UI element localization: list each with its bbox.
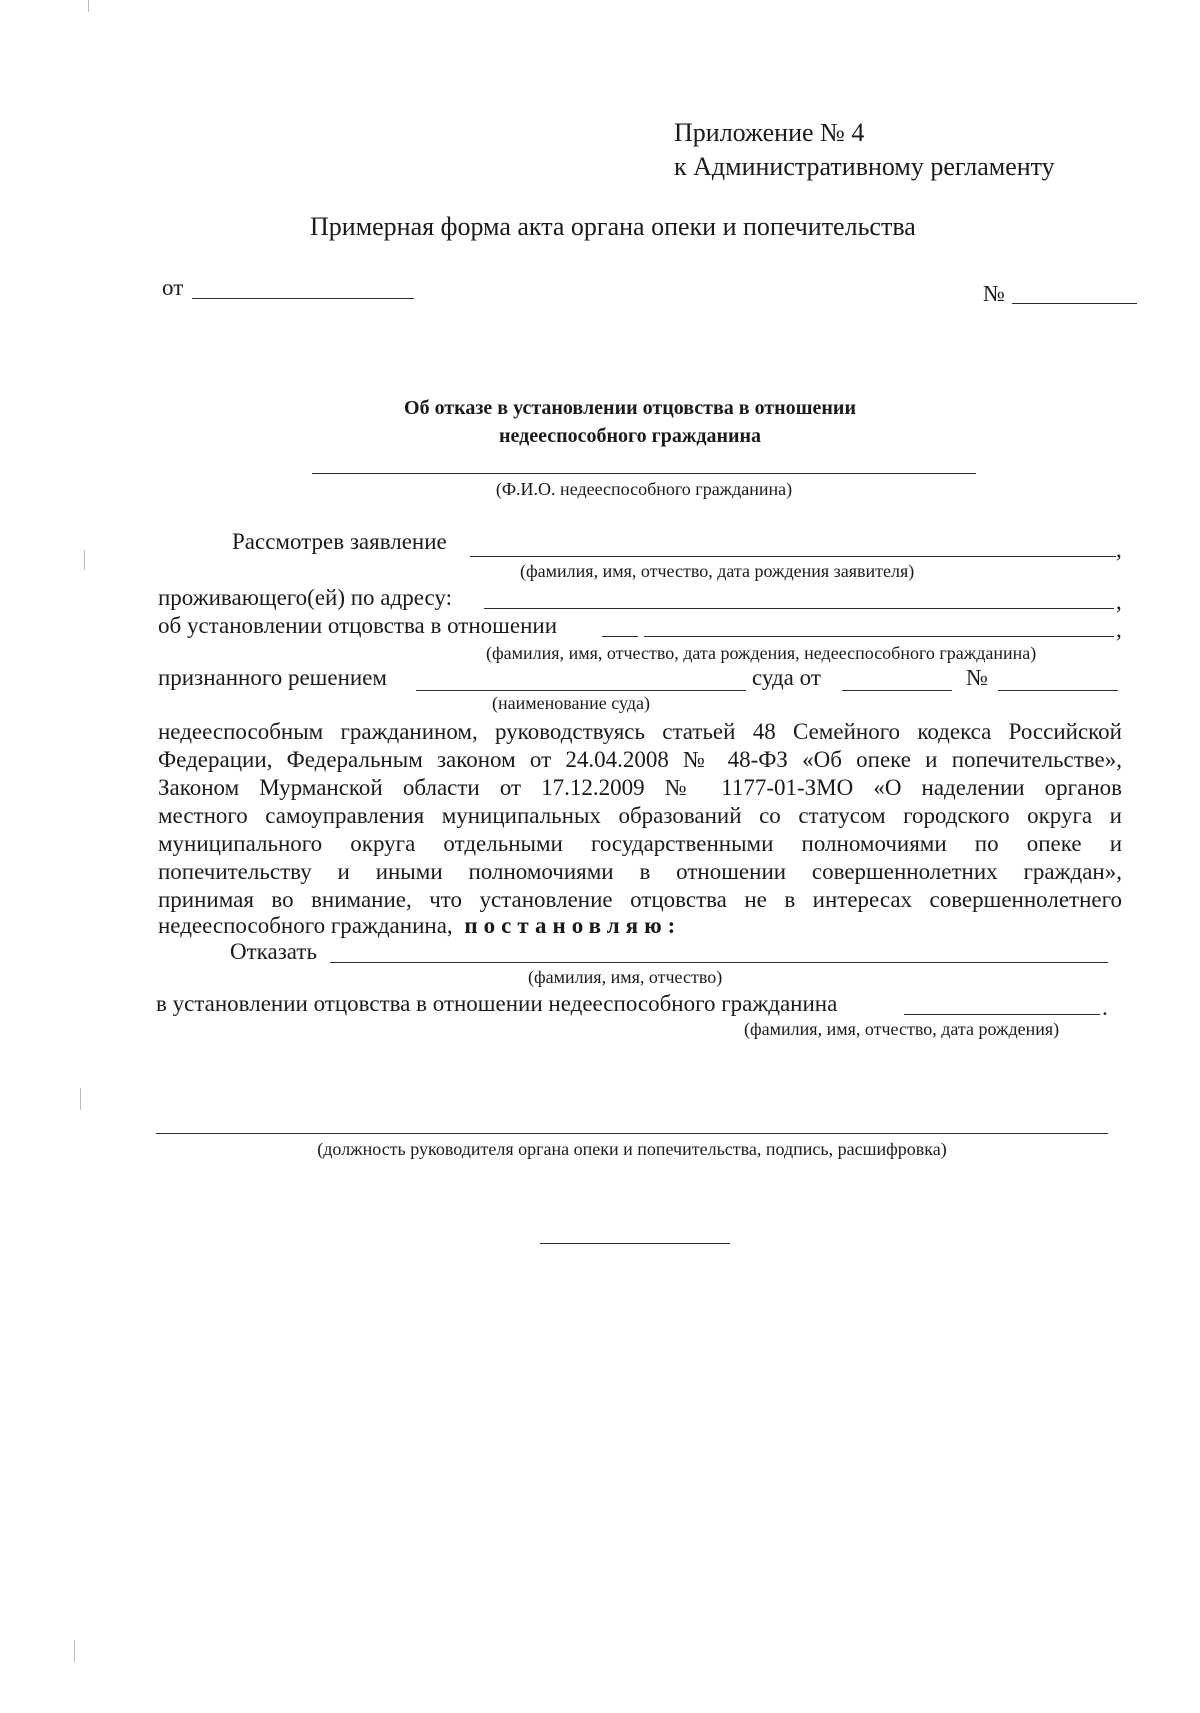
hint-applicant: (фамилия, имя, отчество, дата рождения заявителя) <box>520 561 915 581</box>
refuse-name-line[interactable] <box>330 962 1108 963</box>
refuse-label: Отказать <box>230 939 317 964</box>
court-number-label: № <box>966 665 988 690</box>
paragraph-line: недееспособным гражданином, руководствуясь статьей 48 Семейного кодекса Российской <box>158 719 1122 744</box>
period: . <box>1102 995 1108 1020</box>
comma: , <box>1116 589 1122 614</box>
signature-line[interactable] <box>156 1133 1108 1134</box>
incapable-fio-dob-line[interactable] <box>904 1014 1100 1015</box>
paternity-line-short[interactable] <box>602 636 638 637</box>
paragraph-line: Законом Мурманской области от 17.12.2009 № 1177-01-ЗМО «О наделении органов <box>158 775 1122 800</box>
paragraph-last-line-text: недееспособного гражданина, <box>158 913 453 938</box>
residing-label: проживающего(ей) по адресу: <box>158 585 452 610</box>
court-from-label: суда от <box>752 665 821 690</box>
hint-incapable-full: (фамилия, имя, отчество, дата рождения, недееспособного гражданина) <box>486 643 1037 663</box>
scan-artifact <box>84 550 85 570</box>
hint-fio: (фамилия, имя, отчество) <box>528 967 723 987</box>
recognized-label: признанного решением <box>158 665 387 690</box>
address-line[interactable] <box>484 608 1114 609</box>
number-label: № <box>983 281 1005 306</box>
paternity-label: об установлении отцовства в отношении <box>158 613 557 638</box>
hint-fio-incapable: (Ф.И.О. недееспособного гражданина) <box>495 479 793 499</box>
appendix-number: Приложение № 4 <box>674 118 865 147</box>
comma: , <box>1116 617 1122 642</box>
paragraph-line: местного самоуправления муниципальных образований со статусом городского округа и <box>158 803 1122 828</box>
hint-signature: (должность руководителя органа опеки и попечительства, подпись, расшифровка) <box>317 1139 947 1159</box>
paternity-line[interactable] <box>644 636 1114 637</box>
number-field-line[interactable] <box>1012 303 1137 304</box>
scan-artifact <box>88 0 89 12</box>
scan-artifact <box>74 1640 75 1662</box>
comma: , <box>1116 537 1122 562</box>
date-field-line[interactable] <box>192 298 414 299</box>
court-number-line[interactable] <box>998 690 1118 691</box>
decree-word: постановляю: <box>464 913 682 938</box>
court-name-line[interactable] <box>416 690 746 691</box>
incapable-name-line[interactable] <box>312 473 976 474</box>
paragraph-line: попечительству и иными полномочиями в отношении совершеннолетних граждан», <box>158 859 1122 884</box>
scan-artifact <box>80 1088 81 1110</box>
appendix-regulation: к Административному регламенту <box>674 152 1055 181</box>
court-date-line[interactable] <box>842 690 952 691</box>
act-title-line1: Об отказе в установлении отцовства в отношении <box>404 397 856 419</box>
refuse-in-label: в установлении отцовства в отношении недееспособного гражданина <box>156 991 838 1016</box>
paragraph-line: муниципального округа отдельными государственными полномочиями по опеке и <box>158 831 1122 856</box>
applicant-line[interactable] <box>470 556 1116 557</box>
end-separator-line <box>540 1243 730 1244</box>
form-title: Примерная форма акта органа опеки и попечительства <box>310 212 916 241</box>
hint-court-name: (наименование суда) <box>492 693 651 713</box>
date-label: от <box>162 275 184 300</box>
considered-label: Рассмотрев заявление <box>232 529 447 554</box>
act-title-line2: недееспособного гражданина <box>498 425 762 447</box>
hint-fio-dob: (фамилия, имя, отчество, дата рождения) <box>744 1019 1060 1039</box>
paragraph-line: принимая во внимание, что установление отцовства не в интересах совершеннолетнего <box>158 887 1122 912</box>
paragraph-line: Федерации, Федеральным законом от 24.04.2008 № 48-ФЗ «Об опеке и попечительстве», <box>158 747 1122 772</box>
paragraph-last-line <box>158 912 681 939</box>
